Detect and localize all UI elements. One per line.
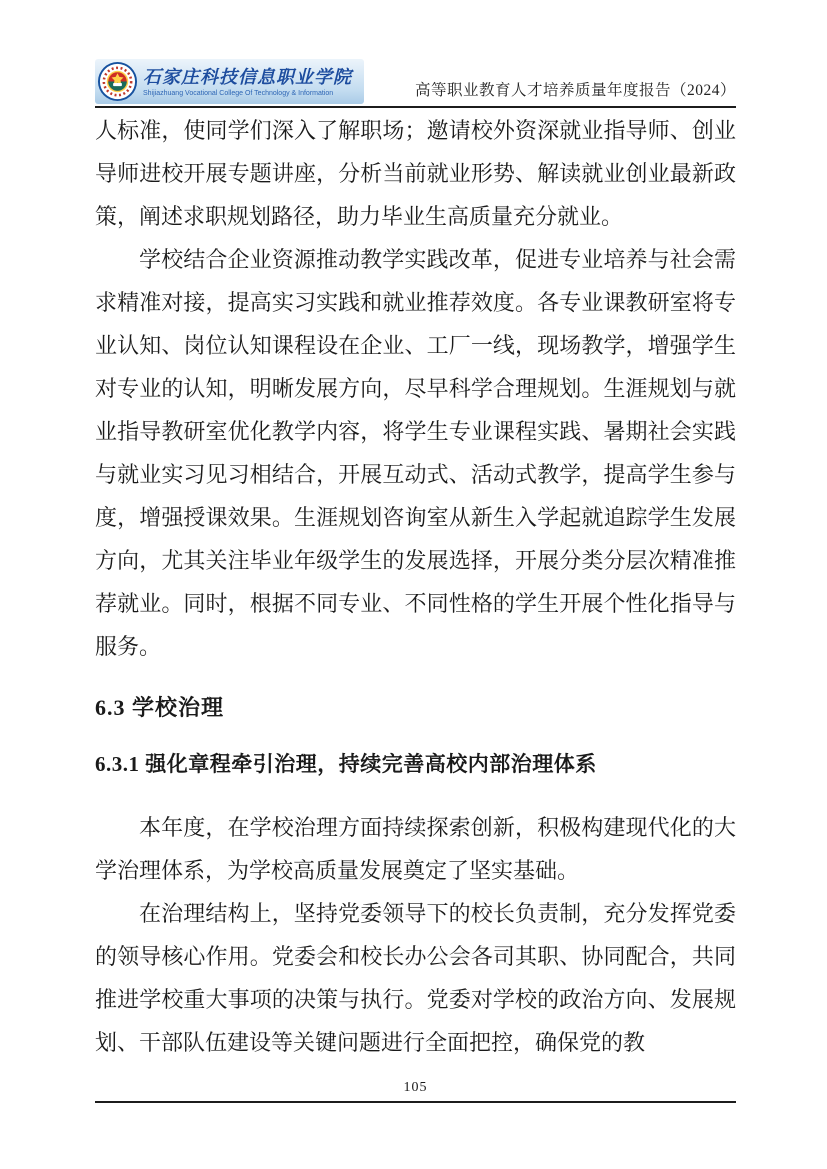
- body-paragraph: 学校结合企业资源推动教学实践改革，促进专业培养与社会需求精准对接，提高实习实践和就业推荐效度。各专业课教研室将专业认知、岗位认知课程设在企业、工厂一线，现场教学，增强学生对专业的认知，明晰发展方向，尽早科学合理规划。生涯规划与就业指导教研室优化教学内容，将学生专业课程实践、暑期社会实践与就业实习见习相结合，开展互动式、活动式教学，提高学生参与度，增强授课效果。生涯规划咨询室从新生入学起就追踪学生发展方向，尤其关注毕业年级学生的发展选择，开展分类分层次精准推荐就业。同时，根据不同专业、不同性格的学生开展个性化指导与服务。: [95, 247, 736, 659]
- body-paragraph: 本年度，在学校治理方面持续探索创新，积极构建现代化的大学治理体系，为学校高质量发展奠定了坚实基础。: [95, 815, 736, 883]
- college-logo: [95, 59, 364, 104]
- section-heading: 6.3 学校治理: [95, 695, 225, 720]
- body-paragraph: 在治理结构上，坚持党委领导下的校长负责制，充分发挥党委的领导核心作用。党委会和校长办公会各司其职、协同配合，共同推进学校重大事项的决策与执行。党委对学校的政治方向、发展规划、干部队伍建设等关键问题进行全面把控，确保党的教: [95, 901, 736, 1055]
- report-title: 高等职业教育人才培养质量年度报告（2024）: [414, 82, 736, 99]
- document-paragraphs: [95, 109, 736, 1064]
- page-number: 105: [403, 1080, 428, 1095]
- page-header: [95, 56, 736, 108]
- section-heading: 6.3.1 强化章程牵引治理，持续完善高校内部治理体系: [95, 752, 597, 776]
- body-paragraph: 人标准，使同学们深入了解职场；邀请校外资深就业指导师、创业导师进校开展专题讲座，分析当前就业形势、解读就业创业最新政策，阐述求职规划路径，助力毕业生高质量充分就业。: [95, 118, 736, 229]
- college-name-en: Shijiazhuang Vocational College Of Technology & Information: [143, 89, 334, 97]
- college-logo-text: [143, 66, 352, 98]
- page-footer: [95, 1078, 736, 1103]
- college-emblem-icon: [97, 61, 138, 102]
- college-name-cn: 石家庄科技信息职业学院: [143, 66, 352, 87]
